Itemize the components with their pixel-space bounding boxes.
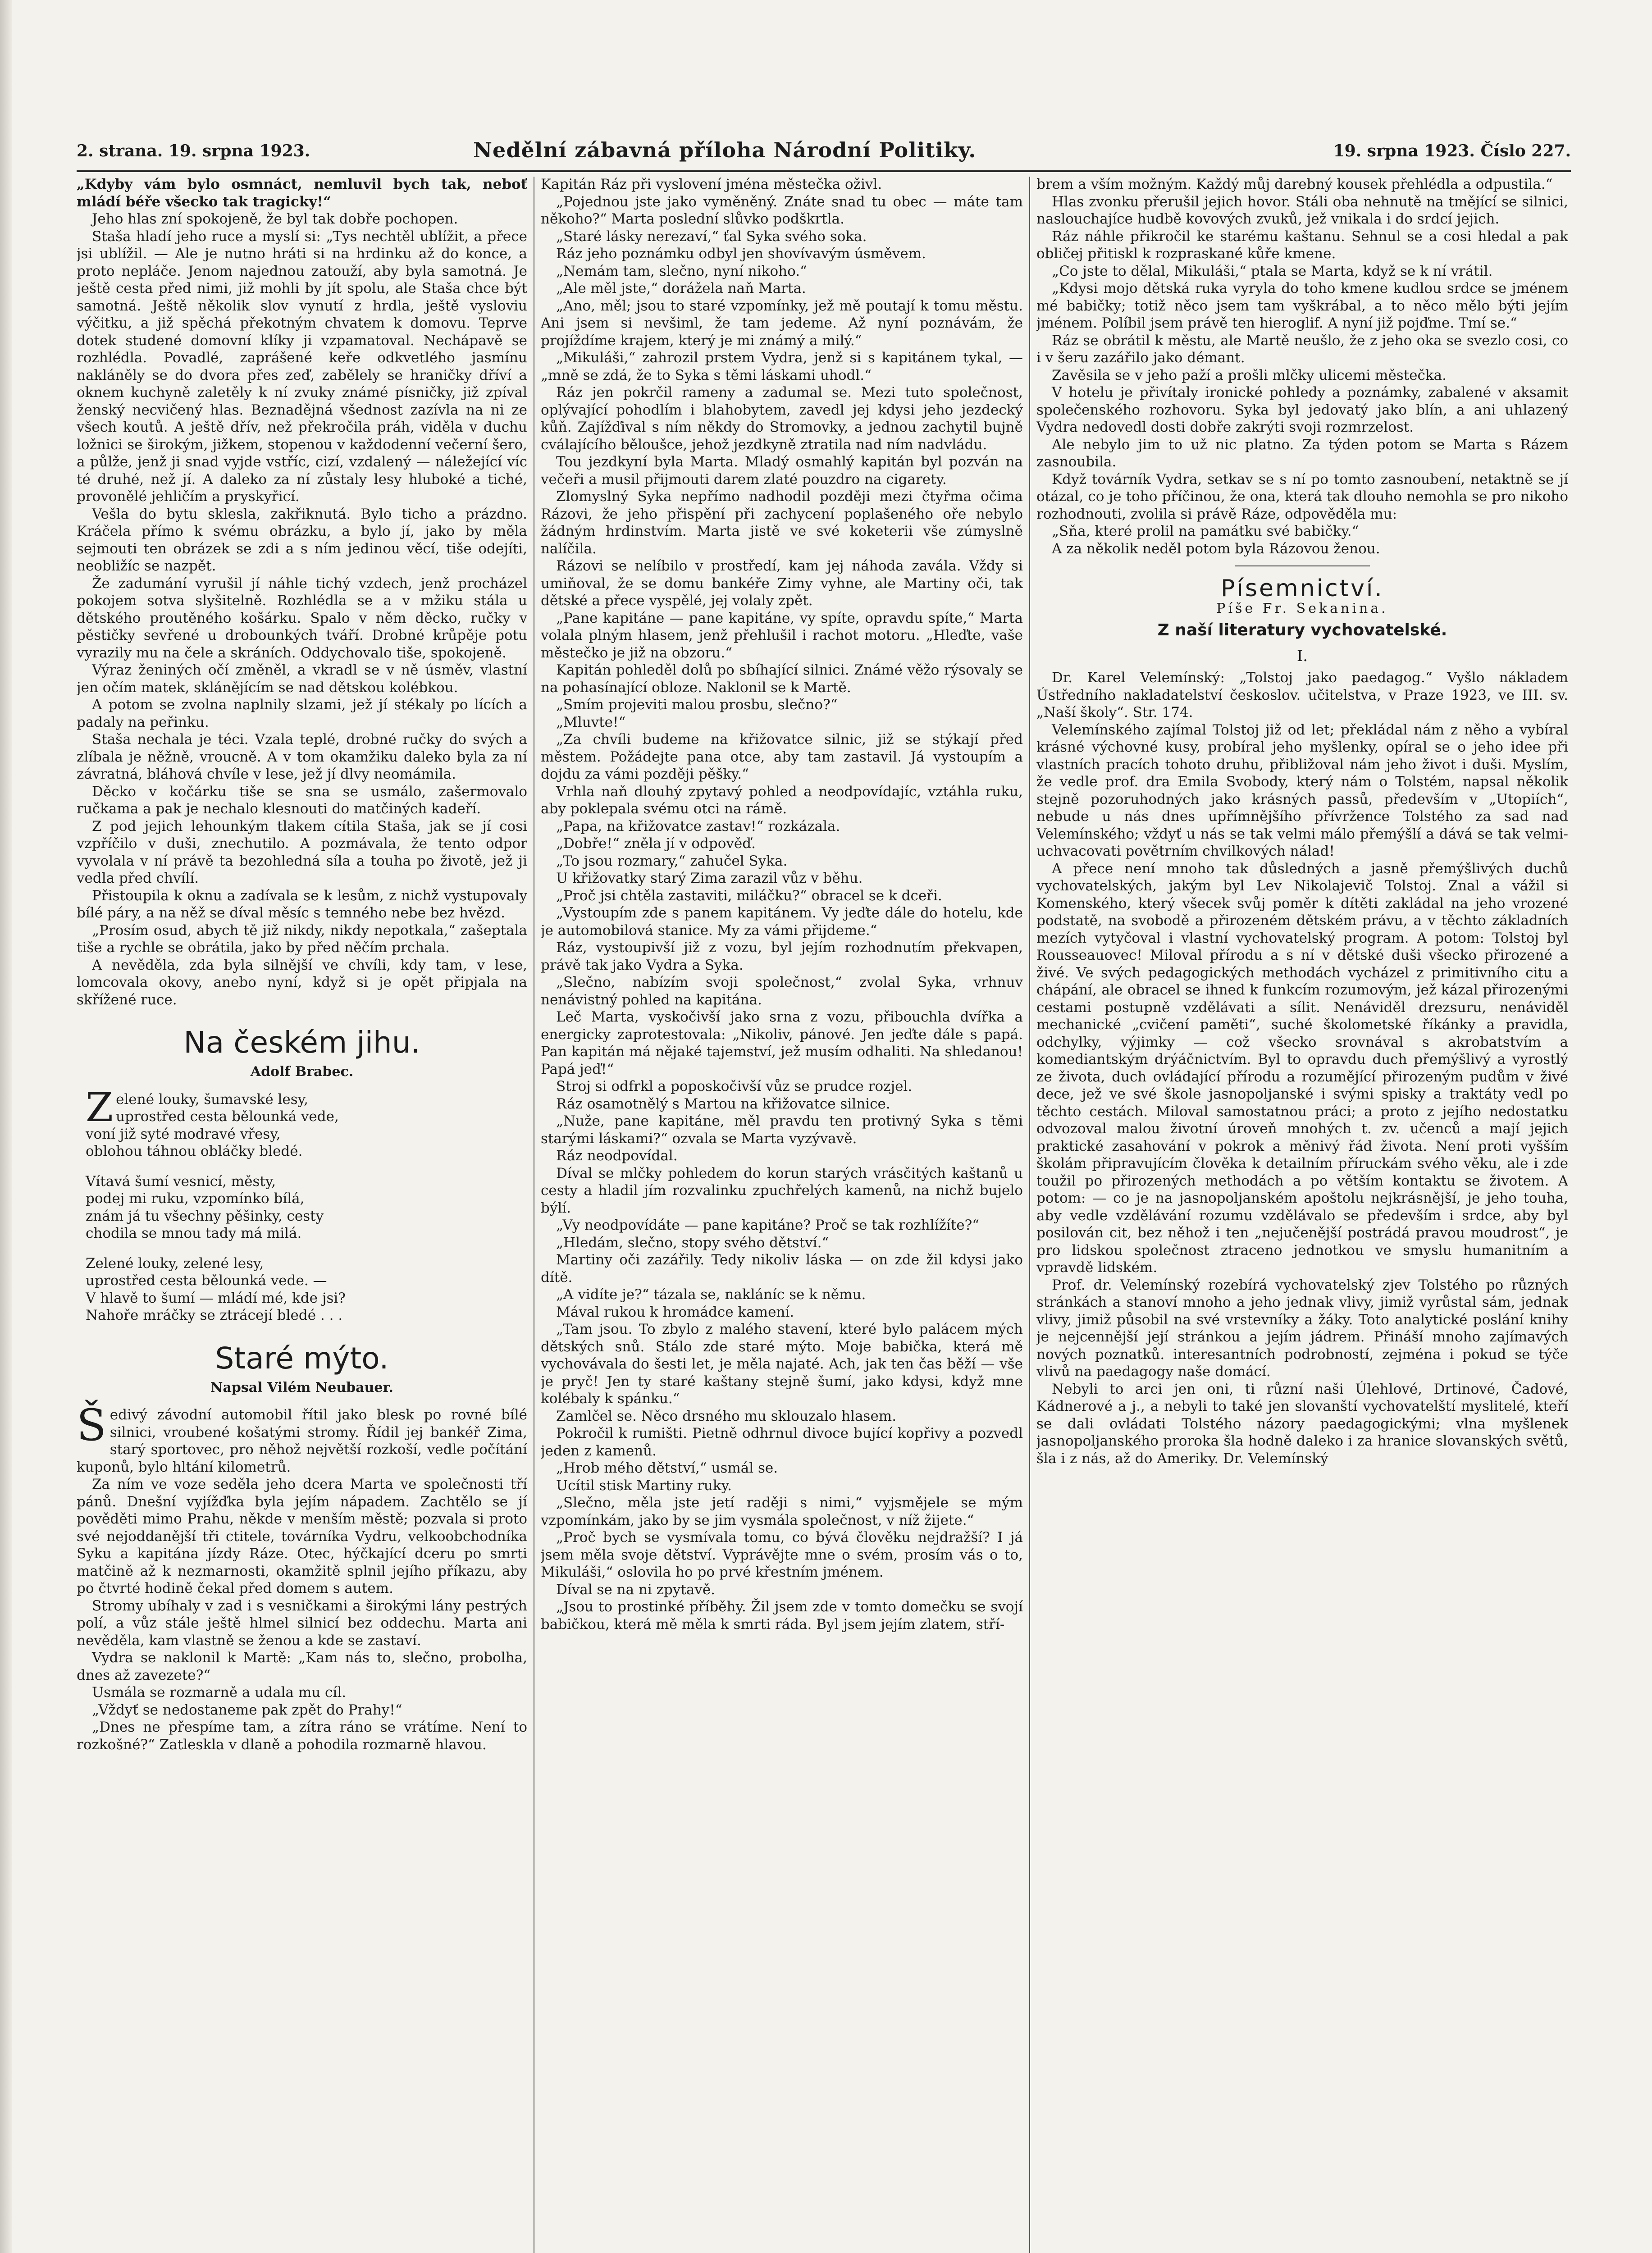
paragraph: Jeho hlas zní spokojeně, že byl tak dobře pochopen. — [92, 211, 458, 227]
page-header — [77, 135, 1571, 167]
paragraph: „Kdyby vám bylo osmnáct, nemluvil bych tak, neboť mládí béře všecko tak tragicky!“ — [77, 176, 527, 210]
paragraph: „Dobře!“ zněla jí v odpověď. — [556, 835, 756, 852]
header-right: 19. srpna 1923. Číslo 227. — [1333, 141, 1571, 160]
paragraph: Zlomyslný Syka nepřímo nadhodil později mezi čtyřma očima Rázovi, že jeho přispění při zachycení poplašeného oře nebylo žádným hrdinstvím. Marta jistě ve své koketerii vše zúmyslně nalíčila. — [541, 488, 1023, 557]
paragraph: „Staré lásky nerezaví,“ ťal Syka svého soka. — [556, 228, 867, 245]
paragraph: Z pod jejich lehounkým tlakem cítila Staša, jak se jí cosi vzpříčilo v duši, znechutilo. A pozmávala, že tento odpor vyvolala v ní právě ta bezohledná síla a touha po životě, jež ji vedla před chvílí. — [77, 818, 527, 886]
paragraph: Díval se na ni zpytavě. — [556, 1581, 716, 1598]
poem-line: voní již syté modravé vřesy, — [86, 1126, 281, 1142]
poem-line: podej mi ruku, vzpomínko bílá, — [86, 1190, 305, 1207]
paragraph: Ráz neodpovídal. — [556, 1148, 678, 1164]
paragraph: „Hledám, slečno, stopy svého dětství.“ — [556, 1234, 829, 1251]
paragraph: Přistoupila k oknu a zadívala se k lesům, z nichž vystupovaly bílé páry, a na něž se díval měsíc s temného nebe bez hvězd. — [77, 887, 527, 921]
paragraph: Ráz, vystoupivší již z vozu, byl jejím rozhodnutím překvapen, právě tak jako Vydra a Syka. — [541, 940, 1023, 973]
paragraph: „Za chvíli budeme na křižovatce silnic, již se stýkají před městem. Požádejte pana otce, aby tam zastavil. Já vystoupím a dojdu za vámi později pěšky.“ — [541, 731, 1023, 782]
poem-stanza — [77, 1084, 527, 1160]
paragraph: Vydra se naklonil k Martě: „Kam nás to, slečno, probolha, dnes až zavezete?“ — [77, 1650, 527, 1683]
paragraph: Že zadumání vyrušil jí náhle tichý vzdech, jenž procházel pokojem sotva slyšitelně. Rozhlédla se a v mžiku stála u dětského proutěného košárku. Spalo v něm děcko, ručky v pěstičky sevřené u drobounkých tváří. Drobné krůpěje potu vyrazily mu na čele a skráních. Oddychovalo tiše, spokojeně. — [77, 575, 527, 661]
poem — [77, 1084, 527, 1324]
scan-edge — [0, 0, 12, 2253]
poem-title: Na českém jihu. — [183, 1025, 420, 1060]
paragraph: „Slečno, měla jste jetí raději s nimi,“ vyjsmějele se mým vzpomínkám, jako by se jim vysmála společnost, v níž žijete.“ — [541, 1495, 1023, 1528]
paragraph: Martiny oči zazářily. Tedy nikoliv láska — on zde žil kdysi jako dítě. — [541, 1252, 1023, 1286]
column-1 — [77, 176, 527, 2253]
story-part-3 — [1036, 176, 1568, 557]
paragraph: „Smím projeviti malou prosbu, slečno?“ — [556, 697, 838, 713]
paragraph: „Papa, na křižovatce zastav!“ rozkázala. — [556, 818, 840, 835]
paragraph: Ráz jeho poznámku odbyl jen shovívavým úsměvem. — [556, 246, 926, 262]
paragraph: „Hrob mého dětství,“ usmál se. — [556, 1460, 778, 1476]
paragraph: „Vy neodpovídáte — pane kapitáne? Proč se tak rozhlížíte?“ — [556, 1217, 980, 1233]
paragraph: Mával rukou k hromádce kamení. — [556, 1304, 794, 1320]
paragraph: A nevěděla, zda byla silnější ve chvíli, kdy tam, v lese, lomcovala okovy, anebo nyní, když si je opět připjala na skřížené ruce. — [77, 957, 527, 1008]
paragraph: Ráz se obrátil k městu, ale Martě neušlo, že z jeho oka se svezlo cosi, co i v šeru zazářilo jako démant. — [1036, 332, 1568, 366]
paragraph: Dr. Karel Velemínský: „Tolstoj jako paedagog.“ Vyšlo nákladem Ústředního nakladatelství českoslov. učitelstva, v Praze 1923, ve III. sv. „Naší školy“. Str. 174. — [1036, 670, 1568, 721]
paragraph: „Nuže, pane kapitáne, měl pravdu ten protivný Syka s těmi starými láskami?“ ozvala se Marta vyzývavě. — [541, 1113, 1023, 1147]
poem-line: Zelené louky, zelené lesy, — [86, 1255, 264, 1272]
paragraph: „To jsou rozmary,“ zahučel Syka. — [556, 853, 788, 869]
poem-line: chodila se mnou tady má milá. — [86, 1225, 302, 1241]
paragraph: „Prosím osud, abych tě již nikdy, nikdy nepotkala,“ zašeptala tiše a rychle se obrátila, jako by před něčím prchala. — [77, 922, 527, 956]
paragraph: Velemínského zajímal Tolstoj již od let; překládal nám z něho a vybíral krásné výchovné kusy, probíral jeho myšlenky, opíral se o jeho idee při vlastních pracích tohoto druhu, přibližoval nám jeho život i duši. Myslím, že vedle prof. dra Emila Svobody, který nám o Tolstém, napsal několik stejně pozoruhodných jako krásných passů, především v „Utopiích“, nebude u nás dnes upřímnějšího přívržence Tolstého za sad nad Velemínského; vždyť u nás se tak velmi málo přemýšlí a dává se tak velmi-uchvacovati povětrním chvilkových nálad! — [1036, 721, 1568, 859]
article-body — [1036, 669, 1568, 1467]
paragraph: Ale nebylo jim to už nic platno. Za týden potom se Marta s Rázem zasnoubila. — [1036, 436, 1568, 470]
paragraph: Kapitán pohleděl dolů po sbíhající silnici. Známé věžo rýsovaly se na pohasínající obloze. Naklonil se k Martě. — [541, 662, 1023, 696]
paragraph: „Pane kapitáne — pane kapitáne, vy spíte, opravdu spíte,“ Marta volala plným hlasem, jenž přehlušil i rachot motoru. „Hleďte, vaše městečko je již na obzoru.“ — [541, 610, 1023, 661]
column-2 — [541, 176, 1023, 2253]
section-byline: Píše Fr. Sekanina. — [1216, 600, 1388, 616]
paragraph: „Pojednou jste jako vyměněný. Znáte snad tu obec — máte tam někoho?“ Marta poslední slůvko podškrtla. — [541, 193, 1023, 227]
paragraph: Kapitán Ráz při vyslovení jména městečka oživl. — [541, 176, 882, 192]
poem-line: uprostřed cesta bělounká vede, — [116, 1108, 339, 1125]
paragraph: Ráz osamotnělý s Martou na křižovatce silnice. — [556, 1095, 890, 1112]
section-title: Písemnictví. — [1221, 575, 1384, 602]
paragraph: „Ano, měl; jsou to staré vzpomínky, jež mě poutají k tomu městu. Ani jsem si nevšiml, že tam jedeme. Až nyní poznávám, že projíždíme krajem, který je mi známý a milý.“ — [541, 297, 1023, 349]
paragraph: Pokročil k rumišti. Pietně odhrnul divoce bující kopřivy a pozvedl jeden z kamenů. — [541, 1425, 1023, 1459]
paragraph: „Kdysi mojo dětská ruka vyryla do toho kmene kudlou srdce se jménem mé babičky; totiž něco jsem tam vyškrábal, a to něco mělo býti jejím jménem. Políbil jsem právě ten hieroglif. A nyní již pojďme. Tmí se.“ — [1036, 280, 1568, 331]
paragraph: „Mluvte!“ — [556, 714, 626, 730]
column-3 — [1036, 176, 1568, 2253]
paragraph: Ráz jen pokrčil rameny a zadumal se. Mezi tuto společnost, oplývající pohodlím i blahobytem, zavedl jej kdysi jeho jezdecký kůň. Zajížďival s ním někdy do Stromovky, a jednou zachytil bujně cválajícího běloušce, jehož jezdkyně ztratila nad ním nadvládu. — [541, 384, 1023, 453]
paragraph: Zavěsila se v jeho paží a prošli mlčky ulicemi městečka. — [1052, 367, 1447, 383]
paragraph: Rázovi se nelíbilo v prostředí, kam jej náhoda zavála. Vždy si umiňoval, že se domu bankéře Zimy vyhne, ale Martiny oči, tak dětské a přece vyspělé, jej volaly zpět. — [541, 558, 1023, 609]
paragraph: Prof. dr. Velemínský rozebírá vychovatelský zjev Tolstého po různých stránkách a stanoví mnoho a jeho jednak vlivy, jimiž vyrůstal sám, jednak vlivy, jimiž působil na své vrstevníky a žáky. Toto analytické poslání knihy je nejcennější její stránkou a jejím jádrem. Přináší mnoho zajímavých nových poznatků. interesantních podrobností, zejména i pokud se týče vlivů na paedagogy naše domácí. — [1036, 1277, 1568, 1380]
paragraph: „Proč jsi chtěla zastaviti, miláčku?“ obracel se k dceři. — [556, 887, 942, 904]
poem-stanza — [77, 1173, 527, 1242]
paragraph: „Proč bych se vysmívala tomu, co bývá člověku nejdražší? I já jsem měla svoje dětství. Vyprávějte mne o svém, prosím vás o to, Mikuláši,“ oslovila ho po prvé křestním jménem. — [541, 1529, 1023, 1580]
article-title: Z naší literatury vychovatelské. — [1157, 621, 1447, 639]
story-part-2 — [541, 176, 1023, 1633]
paragraph: Ráz náhle přikročil ke starému kaštanu. Sehnul se a cosi hledal a pak obličej přitiskl k rozpraskané kůře kmene. — [1036, 228, 1568, 262]
paragraph: Ucítil stisk Martiny ruky. — [556, 1477, 732, 1494]
paragraph: Staša nechala je téci. Vzala teplé, drobné ručky do svých a zlíbala je něžně, vroucně. A v tom okamžiku daleko byla za ní závratná, bláhová chvíle v lese, jež jí dlvy neomámila. — [77, 731, 527, 782]
story-author: Napsal Vilém Neubauer. — [210, 1379, 393, 1396]
poem-line: Vítavá šumí vesnicí, městy, — [86, 1173, 276, 1190]
paragraph: Staša hladí jeho ruce a myslí si: „Tys nechtěl ublížit, a přece jsi ublížil. — Ale je nutno hráti si na hrdinku až do konce, a proto nepláče. Jenom najednou zatouží, aby byla samotná. Je ještě cesta před nimi, již mohli by jít spolu, ale Staša chce být samotná. Ještě několik slov vynutí z hrdla, ještě vysloviu výčitku, a již spěchá překotným chvatem k domovu. Teprve dotek studené domovní klíky ji vzpamatoval. Nechápavě se rozhlédla. Povadlé, zaprášené keře odkvetlého jasmínu nakláněly se do dvora přes zeď, zabělely se hraničky dříví a oknem kuchyně zaletěly k ní zvuky známé písničky, již zpíval ženský necvičený hlas. Beznadějná všednost zazívla na ni ze všech koutů. A ještě dřív, než překročila práh, viděla v duchu ložnici se širokým, jižkem, stopenou v každodenní večerní šero, a půlže, jenž ji snad vyjde vstříc, cizí, vzdalený — náležející víc té druhé, než jí. A daleko za ní zůstaly lesy hluboké a tiché, provonělé jehličím a pryskyřicí. — [77, 228, 527, 505]
paragraph: „Slečno, nabízím svoji společnost,“ zvolal Syka, vrhnuv nenávistný pohled na kapitána. — [541, 974, 1023, 1008]
paragraph: A přece není mnoho tak důsledných a jasně přemýšlivých duchů vychovatelských, jakým byl Lev Nikolajevič Tolstoj. Znal a vážil si Komenského, který všecek svůj poměr k dítěti zakládal na jeho vrozené podstatě, na svobodě a přirozeném dětském právu, a v těchto základních mezích vytyčoval i vlastní vychovatelský program. A potom: Tolstoj byl Rousseauovec! Miloval přírodu a s ní v dětské duši všecko přirozené a živé. Ve svých pedagogických methodách vycházel z primitivního citu a chápání, ale obracel se ihned k funkcím rozumovým, jež kázal přirozenými cestami postupně vzdělávati a sílit. Nenáviděl drezsuru, nenáviděl mechanické „cvičení paměti“, suché školometské říkánky a pravidla, odchylky, výjimky — což všecko srovnával s akrobatstvím a komediantským drýáčnictvím. Byl to opravdu duch přemýšlivý a vyrostlý ze života, duch ovládající přírodu a rozumějící přirozeným pudům v živé dece, jež ve své škole jasnopoljanské i svými spisky a traktáty vedl po těchto cestách. Miloval samostatnou práci; a proto z jejího nedostatku odvozoval malou životní úroveň mnohých t. zv. učenců a mají jejich praktické zasahování v pokrok a měnivý řád života. Není proti vyšším školám připravujícím člověka k detailním příruckám svého věku, ale i zde toužil po přirozených methodách a po větším kontaktu se životem. A potom: — co je na jasnopoljanském apoštolu nejkrásnější, je jeho touha, aby vedle vzdělávání rozumu vzdělávalo se především i srdce, aby byl posilován cit, bez něhož i ten „nejučenější postrádá pravou moudrost“, je pro lidskou společnost ztraceno jednotkou ve smyslu humanitním a vpravdě lidském. — [1036, 860, 1568, 1276]
poem-stanza — [77, 1255, 527, 1324]
paragraph: U křižovatky starý Zima zarazil vůz v běhu. — [556, 870, 863, 886]
paragraph: Stromy ubíhaly v zad i s vesničkami a širokými lány pestrých polí, a vůz stále ještě hlmel silnicí bez oddechu. Marta ani nevěděla, kam vlastně se ženou a kde se zastaví. — [77, 1597, 527, 1649]
paragraph: Hlas zvonku přerušil jejich hovor. Stáli oba nehnutě na tmějící se silnici, naslouchajíce hudbě kovových zvuků, jež vnikala i do srdcí jejich. — [1036, 193, 1568, 227]
paragraph: A za několik neděl potom byla Rázovou ženou. — [1052, 540, 1380, 557]
poem-author: Adolf Brabec. — [250, 1064, 354, 1080]
paragraph: „Ale měl jste,“ dorážela naň Marta. — [556, 280, 806, 296]
header-left: 2. strana. 19. srpna 1923. — [77, 141, 310, 160]
header-rule — [77, 170, 1571, 172]
poem-line: V hlavě to šumí — mládí mé, kde jsi? — [86, 1290, 346, 1306]
poem-line: Zelené louky, šumavské lesy, — [86, 1084, 308, 1131]
poem-line: Nahoře mráčky se ztrácejí bledé . . . — [86, 1307, 343, 1323]
paragraph: „Vždyť se nedostaneme pak zpět do Prahy!“ — [92, 1701, 402, 1718]
paragraph: „Tam jsou. To zbylo z malého stavení, které bylo palácem mých dětských snů. Stálo zde staré mýto. Moje babička, která mě vychovávala do šesti let, je měla najaté. Ach, jak ten čas běží — vše je pryč! Jen ty staré kaštany stejně šumí, jako kdysi, když mne kolébaly k spánku.“ — [541, 1321, 1023, 1407]
story-title: Staré mýto. — [215, 1341, 389, 1376]
paragraph: Výraz ženiných očí změněl, a vkradl se v ně úsměv, vlastní jen očím matek, sklánějícím se nad dětskou kolébkou. — [77, 662, 527, 696]
paragraph: „A vidíte je?“ tázala se, nakláníc se k němu. — [556, 1286, 866, 1303]
story-part-1 — [77, 1400, 527, 1753]
paragraph: Díval se mlčky pohledem do korun starých vrásčitých kaštanů u cesty a hladil jím rozvalinku zpuchřelých kamenů, na nichž bujelo býlí. — [541, 1165, 1023, 1216]
paragraph: Zamlčel se. Něco drsného mu sklouzalo hlasem. — [556, 1408, 897, 1424]
article-part-number: I. — [1296, 647, 1308, 665]
poem-line: uprostřed cesta bělounká vede. — — [86, 1272, 327, 1289]
paragraph: „Nemám tam, slečno, nyní nikoho.“ — [556, 263, 807, 279]
paragraph: „Vystoupím zde s panem kapitánem. Vy jeďte dále do hotelu, kde je automobilová stanice. My za vámi přijdeme.“ — [541, 905, 1023, 939]
column-divider — [1029, 177, 1030, 2253]
paragraph: Nebyli to arci jen oni, ti různí naši Úlehlové, Drtinové, Čadové, Kádnerové a j., a nebyli to také jen slovanští vychovatelští myslitelé, kteří se dali ovládati Tolstého názory paedagogickými; vlna myšlenek jasnopoljanského proroka šla hodně daleko i za hranice slovanských světů, šla i z nás, až do Ameriky. Dr. Velemínský — [1036, 1381, 1568, 1467]
paragraph: Za ním ve voze seděla jeho dcera Marta ve společnosti tří pánů. Dnešní vyjížďka byla jejím nápadem. Zachtělo se jí pověděti mimo Prahu, někde v menším městě; pozvala si proto své nejoddanější tři ctitele, továrníka Vydru, velkoobchodníka Syku a kapitána jízdy Ráze. Otec, hýčkající dceru po smrti matčině až k nezmarnosti, okamžitě splnil jejího příkazu, aby po čtvrté hodině čekal před domem s autem. — [77, 1476, 527, 1596]
poem-line: oblohou táhnou obláčky bledé. — [86, 1143, 303, 1159]
paragraph: brem a vším možným. Každý můj darebný kousek přehlédla a odpustila.“ — [1036, 176, 1553, 192]
paragraph: „Co jste to dělal, Mikuláši,“ ptala se Marta, když se k ní vrátil. — [1052, 263, 1493, 279]
paragraph: Děcko v kočárku tiše se sna se usmálo, zašermovalo ručkama a pak je nechalo klesnouti do matčiných kadeří. — [77, 783, 527, 817]
paragraph: Tou jezdkyní byla Marta. Mladý osmahlý kapitán byl pozván na večeři a musil přijmouti darem zlaté pouzdro na cigarety. — [541, 454, 1023, 488]
paragraph: Usmála se rozmarně a udala mu cíl. — [92, 1684, 347, 1701]
paragraph: Leč Marta, vyskočivší jako srna z vozu, přibouchla dvířka a energicky zaprotestovala: „Nikoliv, pánové. Jen jeďte dále s papá. Pan kapitán má nějaké tajemství, jež musím odhaliti. Na shledanou! Papá jeď!“ — [541, 1009, 1023, 1077]
paragraph: Šedivý závodní automobil řítil jako blesk po rovné bílé silnici, vroubené košatými stromy. Řídil jej bankéř Zima, starý sportovec, pro něhož největší rozkoší, vedle počítání kuponů, bylo hltání kilometrů. — [77, 1400, 527, 1475]
paragraph: V hotelu je přivítaly ironické pohledy a poznámky, zabalené v aksamit společenského rozhovoru. Syka byl jedovatý jako blín, a ani uhlazený Vydra nedovedl dosti dobře zakrýti svoji rozmrzelost. — [1036, 384, 1568, 435]
paragraph: Když továrník Vydra, setkav se s ní po tomto zasnoubení, netaktně se jí otázal, co je toho příčinou, že ona, která tak dlouho nemohla se pro nikoho rozhodnouti, zvolila si právě Ráze, odpověděla mu: — [1036, 471, 1568, 522]
paragraph: „Jsou to prostinké příběhy. Žil jsem zde v tomto domečku se svojí babičkou, která mě měla k smrti ráda. Byl jsem jejím zlatem, stří- — [541, 1599, 1023, 1633]
paragraph: A potom se zvolna naplnily slzami, jež jí stékaly po lících a padaly na peřinku. — [77, 697, 527, 730]
poem-line: znám já tu všechny pěšinky, cesty — [86, 1208, 324, 1224]
paragraph: Vrhla naň dlouhý zpytavý pohled a neodpovídajíc, vztáhla ruku, aby poklepala svému otci na rámě. — [541, 783, 1023, 817]
paragraph: Stroj si odfrkl a poposkočivší vůz se prudce rozjel. — [556, 1078, 913, 1095]
masthead-title: Nedělní zábavná příloha Národní Politiky. — [473, 138, 977, 162]
paragraph: „Mikuláši,“ zahrozil prstem Vydra, jenž si s kapitánem tykal, — „mně se zdá, že to Syka s těmi láskami uhodl.“ — [541, 350, 1023, 383]
paragraph: „Sňa, které prolil na památku své babičky.“ — [1052, 523, 1359, 539]
paragraph: Vešla do bytu sklesla, zakřiknutá. Bylo ticho a prázdno. Kráčela přímo k svému obrázku, a bylo jí, jako by měla sejmouti ten obrázek se zdi a s ním jedinou věcí, tiše odejíti, neobližíc se nazpět. — [77, 506, 527, 574]
paragraph: „Dnes ne přespíme tam, a zítra ráno se vrátíme. Není to rozkošné?“ Zatleskla v dlaně a pohodila rozmarně hlavou. — [77, 1719, 527, 1753]
